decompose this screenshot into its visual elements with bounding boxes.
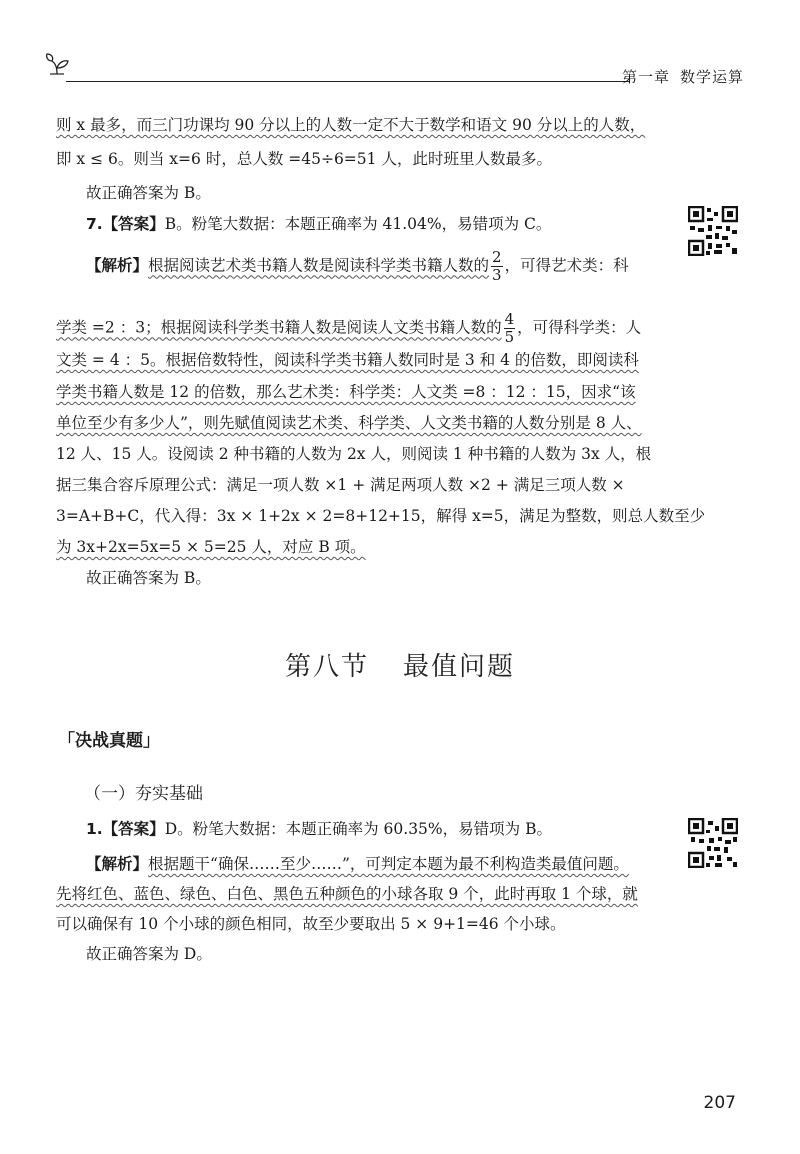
- text-line: 单位至少有多少人”，则先赋值阅读艺术类、科学类、人文类书籍的人数分别是 8 人、: [56, 414, 642, 432]
- text-line: 12 人、15 人。设阅读 2 种书籍的人数为 2x 人，则阅读 1 种书籍的人数为 3x 人，根: [56, 445, 652, 463]
- qr-code-icon[interactable]: [688, 206, 738, 256]
- answer-line: 故正确答案为 B。: [86, 569, 211, 587]
- text-line: 先将红色、蓝色、绿色、白色、黑色五种颜色的小球各取 9 个，此时再取 1 个球，就: [56, 885, 638, 903]
- header-rule: [66, 81, 630, 82]
- fraction-denominator: 5: [504, 328, 515, 346]
- fraction-two-thirds: [491, 249, 503, 284]
- text-line: 可以确保有 10 个小球的颜色相同，故至少要取出 5 × 9+1=46 个小球。: [56, 915, 566, 933]
- answer-key-7: [86, 214, 551, 234]
- text-line: 即 x ≤ 6。则当 x=6 时，总人数 =45÷6=51 人，此时班里人数最多。: [56, 150, 552, 168]
- running-header: [44, 52, 744, 92]
- fraction-numerator: 4: [504, 310, 515, 328]
- answer-tag: 1.【答案】: [86, 820, 165, 838]
- section-number: 第八节: [284, 652, 369, 682]
- qr-code-icon[interactable]: [688, 818, 738, 868]
- text-line: 据三集合容斥原理公式：满足一项人数 ×1 + 满足两项人数 ×2 + 满足三项人数 ×: [56, 476, 625, 494]
- sub-title: （一）夯实基础: [84, 784, 203, 804]
- section-name: 最值问题: [403, 652, 516, 682]
- sprout-icon: [44, 52, 70, 76]
- answer-tag: 7.【答案】: [86, 215, 165, 233]
- text-line: 3=A+B+C，代入得：3x × 1+2x × 2=8+12+15，解得 x=5，满足为整数，则总人数至少: [56, 507, 706, 525]
- fraction-four-fifths: [504, 311, 516, 346]
- chapter-title: 数学运算: [679, 68, 744, 86]
- section-title: [0, 646, 800, 683]
- fraction-denominator: 3: [492, 266, 502, 284]
- answer-line: 故正确答案为 D。: [86, 945, 212, 963]
- analysis-text: ，可得艺术类：科: [504, 256, 629, 275]
- page-number: 207: [703, 1093, 736, 1113]
- text-line: 为 3x+2x=5x=5 × 5=25 人，对应 B 项。: [56, 538, 366, 556]
- chapter-number: 第一章: [621, 68, 670, 86]
- analysis-text: 学类 =2 ：3；根据阅读科学类书籍人数是阅读人文类书籍人数的: [56, 318, 502, 337]
- answer-line: 故正确答案为 B。: [86, 184, 211, 202]
- analysis-text: ，可得科学类：人: [517, 318, 642, 337]
- answer-text: D。粉笔大数据：本题正确率为 60.35%，易错项为 B。: [164, 820, 552, 838]
- analysis-line: [86, 249, 629, 284]
- block-title: 「决战真题」: [58, 731, 160, 751]
- analysis-text: 根据题干“确保……至少……”，可判定本题为最不利构造类最值问题。: [148, 855, 629, 873]
- text-line: 学类书籍人数是 12 的倍数，那么艺术类：科学类：人文类 =8 ：12 ：15，因求“该: [56, 383, 636, 401]
- chapter-label: [612, 66, 744, 87]
- fraction-numerator: 2: [492, 248, 502, 266]
- analysis-line: [56, 311, 641, 346]
- analysis-text: 根据阅读艺术类书籍人数是阅读科学类书籍人数的: [148, 256, 490, 275]
- answer-text: B。粉笔大数据：本题正确率为 41.04%，易错项为 C。: [164, 215, 552, 233]
- analysis-line: [86, 854, 629, 874]
- analysis-tag: 【解析】: [86, 855, 149, 873]
- analysis-tag: 【解析】: [86, 256, 149, 275]
- answer-key-1: [86, 819, 552, 839]
- text-line: 则 x 最多，而三门功课均 90 分以上的人数一定不大于数学和语文 90 分以上的人数，: [56, 116, 646, 134]
- text-line: 文类 = 4 ：5。根据倍数特性，阅读科学类书籍人数同时是 3 和 4 的倍数，即阅读科: [56, 351, 639, 369]
